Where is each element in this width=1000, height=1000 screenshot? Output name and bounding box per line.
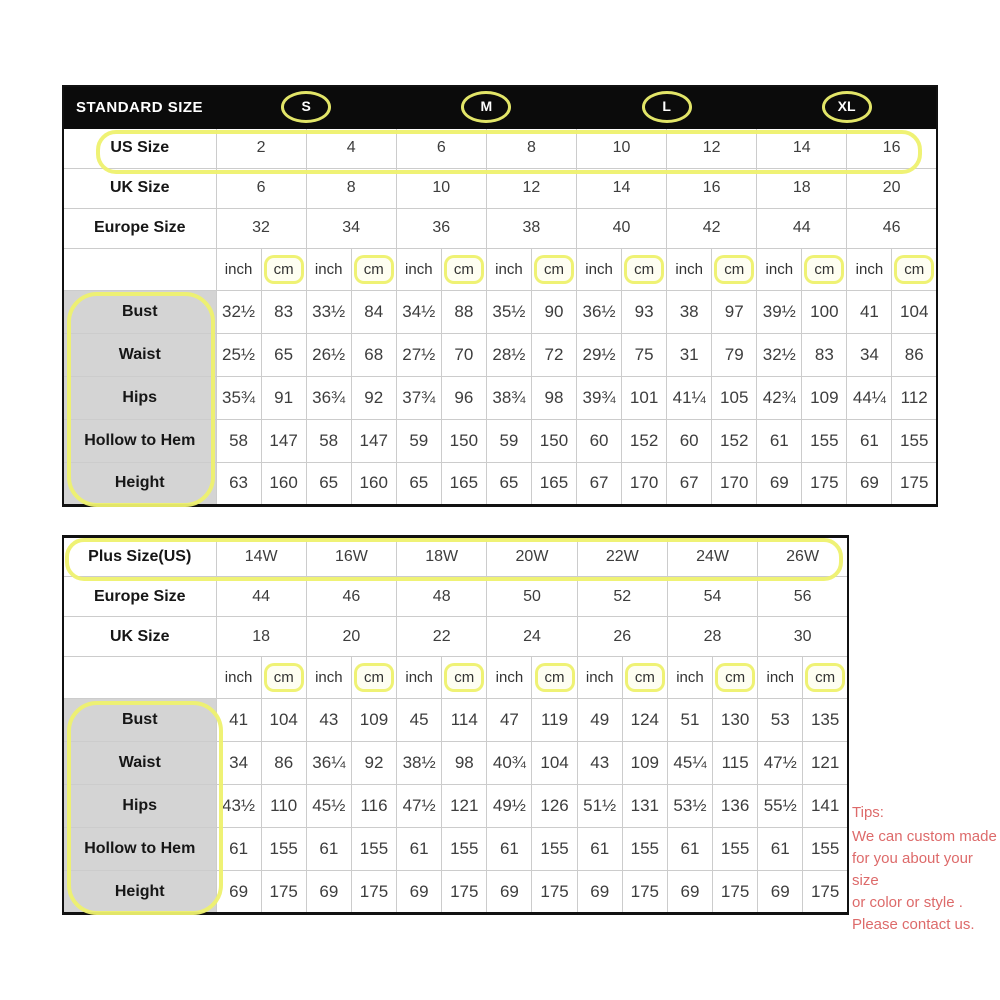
hips-inch-value: 42¾ — [757, 376, 802, 419]
inch-unit-label: inch — [577, 248, 622, 290]
plus-size-us-value: 22W — [577, 537, 667, 577]
bust-row — [63, 699, 848, 742]
height-cm-value: 175 — [532, 871, 577, 914]
inch-unit-label: inch — [216, 248, 261, 290]
height-inch-value: 65 — [396, 462, 441, 505]
waist-row — [63, 333, 937, 376]
cm-unit-label — [802, 248, 847, 290]
europe-size-label: Europe Size — [63, 577, 216, 617]
europe-size-row — [63, 208, 937, 248]
hips-label: Hips — [63, 376, 216, 419]
unit-row — [63, 248, 937, 290]
waist-inch-value: 29½ — [577, 333, 622, 376]
hollow-to-hem-cm-value: 155 — [622, 828, 667, 871]
cm-highlight-box: cm — [354, 255, 394, 284]
height-cm-value: 175 — [351, 871, 396, 914]
hollow-to-hem-inch-value: 61 — [397, 828, 442, 871]
bust-inch-value: 35½ — [486, 290, 531, 333]
bust-cm-value: 83 — [261, 290, 306, 333]
hollow-to-hem-inch-value: 60 — [667, 419, 712, 462]
uk-size-row — [63, 617, 848, 657]
hollow-to-hem-inch-value: 61 — [577, 828, 622, 871]
uk-size-value: 26 — [577, 617, 667, 657]
bust-cm-value: 130 — [713, 699, 758, 742]
waist-inch-value: 40¾ — [487, 742, 532, 785]
us-size-row — [63, 128, 937, 168]
hollow-to-hem-inch-value: 58 — [216, 419, 261, 462]
bust-inch-value: 33½ — [306, 290, 351, 333]
cm-highlight-box: cm — [894, 255, 934, 284]
inch-unit-label: inch — [577, 657, 622, 699]
bust-inch-value: 32½ — [216, 290, 261, 333]
hips-inch-value: 44¼ — [847, 376, 892, 419]
europe-size-value: 32 — [216, 208, 306, 248]
bust-cm-value: 124 — [622, 699, 667, 742]
europe-size-row — [63, 577, 848, 617]
plus-size-us-value: 18W — [397, 537, 487, 577]
waist-row — [63, 742, 848, 785]
height-inch-value: 65 — [486, 462, 531, 505]
bust-inch-value: 39½ — [757, 290, 802, 333]
hips-row — [63, 376, 937, 419]
hollow-to-hem-label: Hollow to Hem — [63, 828, 216, 871]
height-cm-value: 170 — [712, 462, 757, 505]
waist-inch-value: 28½ — [486, 333, 531, 376]
hips-cm-value: 136 — [713, 785, 758, 828]
inch-unit-label: inch — [667, 657, 712, 699]
cm-highlight-box: cm — [264, 255, 304, 284]
bust-inch-value: 36½ — [577, 290, 622, 333]
cm-unit-label — [351, 657, 396, 699]
bust-inch-value: 45 — [397, 699, 442, 742]
bust-cm-value: 109 — [351, 699, 396, 742]
plus-size-us-value: 14W — [216, 537, 306, 577]
waist-inch-value: 27½ — [396, 333, 441, 376]
hips-inch-value: 35¾ — [216, 376, 261, 419]
waist-cm-value: 86 — [261, 742, 306, 785]
cm-unit-label — [351, 248, 396, 290]
standard-size-header-row — [63, 86, 937, 128]
waist-cm-value: 75 — [622, 333, 667, 376]
europe-size-value: 34 — [306, 208, 396, 248]
uk-size-value: 24 — [487, 617, 577, 657]
hips-cm-value: 141 — [803, 785, 848, 828]
cm-unit-label — [622, 657, 667, 699]
height-row — [63, 871, 848, 914]
height-cm-value: 160 — [351, 462, 396, 505]
standard-size-title: STANDARD SIZE — [63, 86, 216, 128]
hollow-to-hem-inch-value: 61 — [216, 828, 261, 871]
hollow-to-hem-inch-value: 61 — [758, 828, 803, 871]
hollow-to-hem-inch-value: 60 — [577, 419, 622, 462]
size-badge-xl-circle: XL — [822, 91, 872, 123]
hips-cm-value: 101 — [622, 376, 667, 419]
cm-unit-label — [261, 248, 306, 290]
hollow-to-hem-cm-value: 155 — [351, 828, 396, 871]
hollow-to-hem-cm-value: 155 — [802, 419, 847, 462]
bust-inch-value: 43 — [306, 699, 351, 742]
waist-cm-value: 98 — [442, 742, 487, 785]
height-inch-value: 69 — [667, 871, 712, 914]
waist-inch-value: 36¼ — [306, 742, 351, 785]
hollow-to-hem-cm-value: 150 — [531, 419, 576, 462]
cm-highlight-box: cm — [624, 255, 664, 284]
cm-unit-label — [803, 657, 848, 699]
waist-cm-value: 109 — [622, 742, 667, 785]
europe-size-value: 44 — [216, 577, 306, 617]
inch-unit-label: inch — [306, 657, 351, 699]
hollow-to-hem-row — [63, 419, 937, 462]
uk-size-value: 12 — [486, 168, 576, 208]
europe-size-value: 38 — [486, 208, 576, 248]
waist-inch-value: 31 — [667, 333, 712, 376]
uk-size-row — [63, 168, 937, 208]
us-size-value: 10 — [577, 128, 667, 168]
hips-cm-value: 91 — [261, 376, 306, 419]
hips-inch-value: 55½ — [758, 785, 803, 828]
height-inch-value: 69 — [847, 462, 892, 505]
europe-size-label: Europe Size — [63, 208, 216, 248]
size-group-l — [577, 86, 757, 128]
uk-size-value: 18 — [757, 168, 847, 208]
waist-label: Waist — [63, 742, 216, 785]
hips-inch-value: 45½ — [306, 785, 351, 828]
hollow-to-hem-cm-value: 152 — [622, 419, 667, 462]
cm-unit-label — [892, 248, 937, 290]
hollow-to-hem-inch-value: 61 — [847, 419, 892, 462]
standard-size-table — [62, 85, 938, 507]
size-badge-m-circle: M — [461, 91, 511, 123]
bust-inch-value: 53 — [758, 699, 803, 742]
height-label: Height — [63, 462, 216, 505]
bust-inch-value: 41 — [216, 699, 261, 742]
hollow-to-hem-inch-value: 61 — [667, 828, 712, 871]
uk-size-value: 18 — [216, 617, 306, 657]
uk-size-value: 20 — [847, 168, 937, 208]
bust-cm-value: 100 — [802, 290, 847, 333]
waist-inch-value: 25½ — [216, 333, 261, 376]
waist-cm-value: 92 — [351, 742, 396, 785]
hips-inch-value: 47½ — [397, 785, 442, 828]
plus-size-us-row — [63, 537, 848, 577]
us-size-value: 16 — [847, 128, 937, 168]
plus-size-us-value: 24W — [667, 537, 757, 577]
bust-cm-value: 97 — [712, 290, 757, 333]
unit-row-empty-cell — [63, 248, 216, 290]
height-cm-value: 175 — [261, 871, 306, 914]
hips-cm-value: 131 — [622, 785, 667, 828]
cm-highlight-box: cm — [715, 663, 755, 692]
height-inch-value: 67 — [577, 462, 622, 505]
hips-cm-value: 121 — [442, 785, 487, 828]
inch-unit-label: inch — [757, 248, 802, 290]
uk-size-value: 16 — [667, 168, 757, 208]
uk-size-value: 30 — [758, 617, 848, 657]
uk-size-value: 28 — [667, 617, 757, 657]
hips-cm-value: 109 — [802, 376, 847, 419]
us-size-value: 6 — [396, 128, 486, 168]
bust-inch-value: 38 — [667, 290, 712, 333]
cm-unit-label — [531, 248, 576, 290]
height-inch-value: 67 — [667, 462, 712, 505]
us-size-value: 12 — [667, 128, 757, 168]
cm-highlight-box: cm — [354, 663, 394, 692]
waist-cm-value: 121 — [803, 742, 848, 785]
uk-size-value: 22 — [397, 617, 487, 657]
inch-unit-label: inch — [758, 657, 803, 699]
cm-unit-label — [712, 248, 757, 290]
size-badge-s-circle: S — [281, 91, 331, 123]
cm-highlight-box: cm — [264, 663, 304, 692]
us-size-label: US Size — [63, 128, 216, 168]
hips-cm-value: 112 — [892, 376, 937, 419]
hollow-to-hem-cm-value: 155 — [261, 828, 306, 871]
bust-inch-value: 41 — [847, 290, 892, 333]
cm-highlight-box: cm — [805, 663, 845, 692]
hollow-to-hem-inch-value: 61 — [487, 828, 532, 871]
waist-cm-value: 79 — [712, 333, 757, 376]
height-cm-value: 165 — [441, 462, 486, 505]
hips-cm-value: 110 — [261, 785, 306, 828]
hollow-to-hem-cm-value: 147 — [261, 419, 306, 462]
cm-unit-label — [713, 657, 758, 699]
inch-unit-label: inch — [396, 248, 441, 290]
height-cm-value: 160 — [261, 462, 306, 505]
cm-highlight-box: cm — [804, 255, 844, 284]
waist-inch-value: 47½ — [758, 742, 803, 785]
inch-unit-label: inch — [667, 248, 712, 290]
us-size-value: 14 — [757, 128, 847, 168]
size-group-s — [216, 86, 396, 128]
height-cm-value: 175 — [442, 871, 487, 914]
hollow-to-hem-row — [63, 828, 848, 871]
cm-unit-label — [442, 657, 487, 699]
europe-size-value: 48 — [397, 577, 487, 617]
bust-cm-value: 119 — [532, 699, 577, 742]
waist-inch-value: 45¼ — [667, 742, 712, 785]
europe-size-value: 56 — [758, 577, 848, 617]
hips-cm-value: 126 — [532, 785, 577, 828]
cm-highlight-box: cm — [625, 663, 665, 692]
height-inch-value: 69 — [758, 871, 803, 914]
hollow-to-hem-cm-value: 155 — [803, 828, 848, 871]
unit-row — [63, 657, 848, 699]
bust-cm-value: 104 — [261, 699, 306, 742]
us-size-value: 8 — [486, 128, 576, 168]
cm-highlight-box: cm — [444, 663, 484, 692]
bust-inch-value: 34½ — [396, 290, 441, 333]
inch-unit-label: inch — [487, 657, 532, 699]
waist-cm-value: 70 — [441, 333, 486, 376]
us-size-value: 4 — [306, 128, 396, 168]
bust-cm-value: 88 — [441, 290, 486, 333]
plus-size-table — [62, 535, 849, 915]
waist-inch-value: 34 — [847, 333, 892, 376]
hollow-to-hem-inch-value: 59 — [396, 419, 441, 462]
bust-cm-value: 104 — [892, 290, 937, 333]
hips-cm-value: 116 — [351, 785, 396, 828]
inch-unit-label: inch — [216, 657, 261, 699]
height-cm-value: 165 — [531, 462, 576, 505]
waist-inch-value: 26½ — [306, 333, 351, 376]
height-cm-value: 175 — [713, 871, 758, 914]
bust-cm-value: 135 — [803, 699, 848, 742]
inch-unit-label: inch — [847, 248, 892, 290]
waist-cm-value: 72 — [531, 333, 576, 376]
height-inch-value: 65 — [306, 462, 351, 505]
height-cm-value: 175 — [622, 871, 667, 914]
cm-highlight-box: cm — [444, 255, 484, 284]
europe-size-value: 46 — [306, 577, 396, 617]
waist-cm-value: 115 — [713, 742, 758, 785]
height-row — [63, 462, 937, 505]
hips-inch-value: 49½ — [487, 785, 532, 828]
size-group-xl — [757, 86, 937, 128]
hollow-to-hem-cm-value: 147 — [351, 419, 396, 462]
height-cm-value: 175 — [803, 871, 848, 914]
hollow-to-hem-inch-value: 61 — [757, 419, 802, 462]
cm-highlight-box: cm — [535, 663, 575, 692]
height-inch-value: 63 — [216, 462, 261, 505]
europe-size-value: 52 — [577, 577, 667, 617]
size-group-m — [396, 86, 576, 128]
waist-inch-value: 34 — [216, 742, 261, 785]
waist-cm-value: 65 — [261, 333, 306, 376]
hollow-to-hem-inch-value: 59 — [486, 419, 531, 462]
hollow-to-hem-inch-value: 58 — [306, 419, 351, 462]
hollow-to-hem-cm-value: 155 — [713, 828, 758, 871]
bust-label: Bust — [63, 699, 216, 742]
hollow-to-hem-cm-value: 155 — [532, 828, 577, 871]
inch-unit-label: inch — [397, 657, 442, 699]
europe-size-value: 44 — [757, 208, 847, 248]
inch-unit-label: inch — [306, 248, 351, 290]
waist-inch-value: 32½ — [757, 333, 802, 376]
europe-size-value: 46 — [847, 208, 937, 248]
europe-size-value: 40 — [577, 208, 667, 248]
height-cm-value: 175 — [892, 462, 937, 505]
bust-inch-value: 49 — [577, 699, 622, 742]
hollow-to-hem-cm-value: 152 — [712, 419, 757, 462]
hips-inch-value: 38¾ — [486, 376, 531, 419]
plus-size-us-value: 16W — [306, 537, 396, 577]
bust-cm-value: 93 — [622, 290, 667, 333]
height-cm-value: 175 — [802, 462, 847, 505]
waist-inch-value: 38½ — [397, 742, 442, 785]
tips-title: Tips: — [852, 804, 884, 821]
hollow-to-hem-inch-value: 61 — [306, 828, 351, 871]
bust-label: Bust — [63, 290, 216, 333]
hollow-to-hem-cm-value: 150 — [441, 419, 486, 462]
uk-size-value: 20 — [306, 617, 396, 657]
uk-size-label: UK Size — [63, 168, 216, 208]
cm-highlight-box: cm — [534, 255, 574, 284]
europe-size-value: 54 — [667, 577, 757, 617]
europe-size-value: 42 — [667, 208, 757, 248]
hollow-to-hem-label: Hollow to Hem — [63, 419, 216, 462]
height-inch-value: 69 — [306, 871, 351, 914]
hips-label: Hips — [63, 785, 216, 828]
height-inch-value: 69 — [216, 871, 261, 914]
hips-cm-value: 98 — [531, 376, 576, 419]
plus-size-us-value: 20W — [487, 537, 577, 577]
bust-cm-value: 114 — [442, 699, 487, 742]
tips-line: or color or style . — [852, 894, 963, 911]
bust-inch-value: 47 — [487, 699, 532, 742]
bust-cm-value: 90 — [531, 290, 576, 333]
uk-size-label: UK Size — [63, 617, 216, 657]
bust-row — [63, 290, 937, 333]
cm-highlight-box: cm — [714, 255, 754, 284]
hips-inch-value: 37¾ — [396, 376, 441, 419]
uk-size-value: 14 — [577, 168, 667, 208]
hollow-to-hem-cm-value: 155 — [892, 419, 937, 462]
hips-inch-value: 36¾ — [306, 376, 351, 419]
waist-cm-value: 68 — [351, 333, 396, 376]
height-label: Height — [63, 871, 216, 914]
plus-size-us-value: 26W — [758, 537, 848, 577]
waist-inch-value: 43 — [577, 742, 622, 785]
us-size-value: 2 — [216, 128, 306, 168]
cm-unit-label — [532, 657, 577, 699]
unit-row-empty-cell — [63, 657, 216, 699]
tips-line: We can custom made — [852, 828, 997, 845]
height-inch-value: 69 — [757, 462, 802, 505]
custom-made-tips — [852, 802, 1000, 936]
uk-size-value: 8 — [306, 168, 396, 208]
hips-inch-value: 53½ — [667, 785, 712, 828]
hips-cm-value: 92 — [351, 376, 396, 419]
tips-line: Please contact us. — [852, 916, 975, 933]
inch-unit-label: inch — [486, 248, 531, 290]
cm-unit-label — [441, 248, 486, 290]
uk-size-value: 6 — [216, 168, 306, 208]
hollow-to-hem-cm-value: 155 — [442, 828, 487, 871]
waist-cm-value: 86 — [892, 333, 937, 376]
hips-row — [63, 785, 848, 828]
height-cm-value: 170 — [622, 462, 667, 505]
height-inch-value: 69 — [397, 871, 442, 914]
waist-label: Waist — [63, 333, 216, 376]
hips-cm-value: 96 — [441, 376, 486, 419]
europe-size-value: 50 — [487, 577, 577, 617]
tips-line: for you about your size — [852, 850, 973, 889]
uk-size-value: 10 — [396, 168, 486, 208]
hips-inch-value: 51½ — [577, 785, 622, 828]
cm-unit-label — [622, 248, 667, 290]
height-inch-value: 69 — [577, 871, 622, 914]
hips-inch-value: 39¾ — [577, 376, 622, 419]
size-badge-l-circle: L — [642, 91, 692, 123]
bust-inch-value: 51 — [667, 699, 712, 742]
bust-cm-value: 84 — [351, 290, 396, 333]
hips-inch-value: 41¼ — [667, 376, 712, 419]
europe-size-value: 36 — [396, 208, 486, 248]
waist-cm-value: 83 — [802, 333, 847, 376]
plus-size-us-label: Plus Size(US) — [63, 537, 216, 577]
waist-cm-value: 104 — [532, 742, 577, 785]
height-inch-value: 69 — [487, 871, 532, 914]
cm-unit-label — [261, 657, 306, 699]
hips-cm-value: 105 — [712, 376, 757, 419]
hips-inch-value: 43½ — [216, 785, 261, 828]
